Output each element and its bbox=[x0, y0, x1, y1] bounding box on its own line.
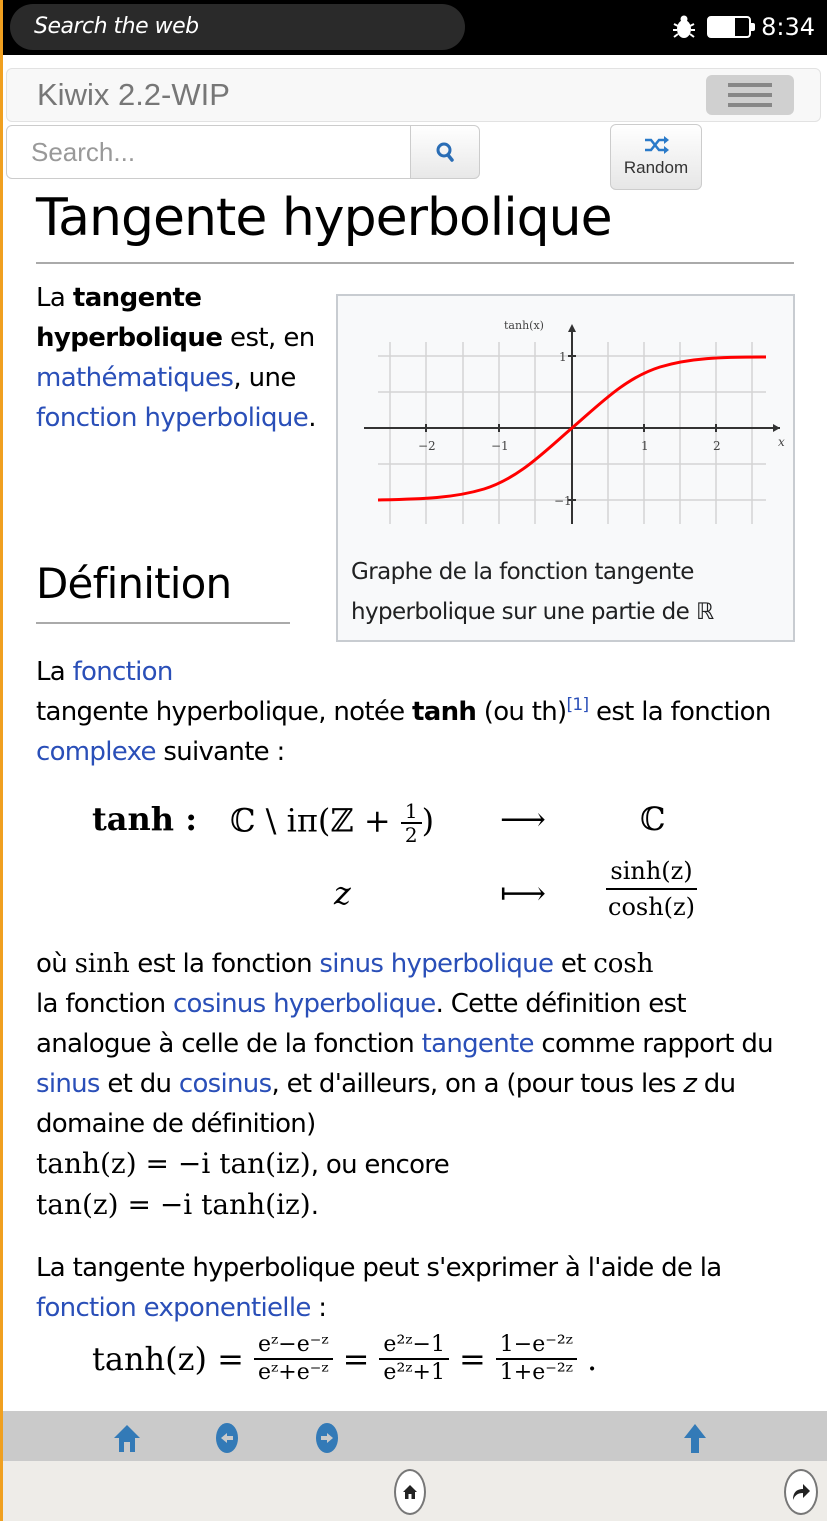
numerator: 1 bbox=[401, 800, 422, 824]
text: suivante : bbox=[155, 737, 285, 767]
x-axis-label: x bbox=[778, 435, 785, 449]
hamburger-line bbox=[728, 93, 772, 97]
app-title[interactable]: Kiwix 2.2-WIP bbox=[37, 77, 230, 112]
analogy-paragraph bbox=[36, 944, 796, 1226]
shuffle-icon bbox=[643, 136, 669, 154]
caption-line: Graphe de la fonction tangente bbox=[351, 559, 694, 585]
intro-paragraph bbox=[36, 278, 316, 438]
text: et du bbox=[99, 1069, 179, 1099]
math-inline: cosh bbox=[593, 949, 654, 979]
text: La bbox=[36, 283, 73, 313]
text: est la fonction bbox=[588, 697, 771, 727]
math-definition bbox=[92, 794, 752, 924]
search-group bbox=[6, 125, 480, 179]
clock: 8:34 bbox=[761, 13, 815, 41]
fraction bbox=[604, 854, 699, 924]
link-fonction[interactable]: fonction bbox=[72, 657, 173, 687]
system-home-icon bbox=[402, 1484, 418, 1500]
link-fonction-exponentielle[interactable]: fonction exponentielle bbox=[36, 1293, 311, 1323]
y-tick-label: −1 bbox=[554, 494, 572, 508]
reference-link[interactable]: [1] bbox=[566, 695, 589, 715]
hamburger-menu-button[interactable] bbox=[706, 75, 794, 115]
bug-icon bbox=[671, 14, 697, 40]
web-search-bar[interactable]: Search the web bbox=[10, 4, 465, 50]
system-bar bbox=[0, 1461, 827, 1521]
denominator: 1+e⁻²ᶻ bbox=[499, 1360, 573, 1385]
app-navbar bbox=[6, 68, 821, 122]
definition-paragraph bbox=[36, 652, 796, 772]
text: . bbox=[308, 403, 316, 433]
text: où bbox=[36, 949, 75, 979]
window-edge bbox=[0, 0, 3, 1521]
math-text: tanh(z) = bbox=[92, 1340, 244, 1378]
link-fonction-hyperbolique[interactable]: fonction hyperbolique bbox=[36, 403, 309, 433]
denominator: e²ᶻ+1 bbox=[383, 1360, 445, 1385]
random-button[interactable] bbox=[610, 124, 702, 190]
status-bar bbox=[0, 0, 827, 55]
math-inline: z bbox=[683, 1069, 697, 1099]
link-sinus[interactable]: sinus bbox=[36, 1069, 100, 1099]
search-icon bbox=[435, 141, 455, 163]
text: La bbox=[36, 657, 73, 687]
text: La tangente hyperbolique peut s'exprimer à l'aide de la bbox=[36, 1253, 722, 1283]
math-text: = bbox=[458, 1340, 486, 1378]
share-button[interactable] bbox=[784, 1469, 818, 1515]
text: , et d'ailleurs, on a (pour tous les bbox=[271, 1069, 684, 1099]
forward-icon[interactable] bbox=[312, 1423, 342, 1453]
link-sinus-hyperbolique[interactable]: sinus hyperbolique bbox=[319, 949, 554, 979]
denominator: eᶻ+e⁻ᶻ bbox=[257, 1360, 329, 1385]
fraction bbox=[379, 1332, 449, 1386]
search-input[interactable] bbox=[6, 125, 411, 179]
y-axis-label: tanh(x) bbox=[504, 319, 544, 332]
share-icon bbox=[791, 1483, 811, 1501]
scroll-top-icon[interactable] bbox=[680, 1423, 710, 1453]
text: (ou th) bbox=[476, 697, 567, 727]
status-indicators bbox=[671, 10, 815, 44]
link-tangente[interactable]: tangente bbox=[421, 1029, 534, 1059]
article bbox=[36, 182, 796, 1385]
battery-icon bbox=[707, 16, 751, 38]
back-icon[interactable] bbox=[212, 1423, 242, 1453]
math-arrow: ⟶ bbox=[500, 800, 546, 838]
random-label: Random bbox=[623, 158, 689, 177]
math-text: . bbox=[586, 1340, 598, 1378]
graph-figure bbox=[336, 294, 795, 642]
hamburger-line bbox=[728, 103, 772, 107]
x-tick-label: −2 bbox=[418, 439, 436, 453]
math-domain bbox=[230, 800, 434, 846]
numerator: e²ᶻ−1 bbox=[379, 1332, 449, 1360]
hamburger-menu-icon bbox=[728, 83, 772, 87]
math-var: z bbox=[334, 874, 351, 912]
home-icon[interactable] bbox=[112, 1423, 142, 1453]
y-tick-label: 1 bbox=[559, 350, 567, 364]
math-codomain: ℂ bbox=[640, 800, 666, 838]
math-inline: tan(z) = −i tanh(iz) bbox=[36, 1188, 311, 1221]
link-cosinus-hyperbolique[interactable]: cosinus hyperbolique bbox=[172, 989, 436, 1019]
link-cosinus[interactable]: cosinus bbox=[178, 1069, 272, 1099]
system-home-button[interactable] bbox=[394, 1469, 426, 1515]
text: . bbox=[310, 1191, 319, 1221]
text: , ou encore bbox=[310, 1150, 450, 1180]
math-exponential bbox=[92, 1332, 597, 1386]
link-complexe[interactable]: complexe bbox=[36, 737, 156, 767]
text: , une bbox=[233, 363, 296, 393]
text: . Cette définition est analogue à celle de la fonction bbox=[36, 989, 686, 1059]
text: : bbox=[310, 1293, 327, 1323]
math-fn: tanh : bbox=[92, 800, 197, 838]
caption-line: hyperbolique sur une partie de ℝ bbox=[351, 599, 714, 625]
bold-term: tanh bbox=[412, 697, 477, 727]
text: tangente hyperbolique, notée bbox=[36, 697, 412, 727]
text: la fonction bbox=[36, 989, 173, 1019]
numerator: 1−e⁻²ᶻ bbox=[496, 1332, 577, 1360]
tanh-graph[interactable] bbox=[344, 302, 790, 542]
text: du domaine de définition) bbox=[36, 1069, 736, 1139]
fraction bbox=[401, 800, 422, 846]
math-text: = bbox=[342, 1340, 370, 1378]
denominator: cosh(z) bbox=[608, 893, 696, 921]
search-button[interactable] bbox=[410, 125, 480, 179]
bottom-toolbar bbox=[0, 1411, 827, 1461]
math-text: ℂ \ iπ(ℤ + bbox=[230, 801, 401, 840]
math-inline: tanh(z) = −i tan(iz) bbox=[36, 1147, 311, 1180]
math-text: ) bbox=[421, 801, 435, 840]
numerator: sinh(z) bbox=[606, 854, 696, 890]
exponential-paragraph bbox=[36, 1248, 796, 1328]
text: comme rapport du bbox=[533, 1029, 773, 1059]
page-title: Tangente hyperbolique bbox=[36, 184, 794, 264]
x-tick-label: −1 bbox=[491, 439, 509, 453]
x-tick-label: 2 bbox=[713, 439, 721, 453]
bold-term: tangente hyperbolique bbox=[36, 283, 223, 353]
math-inline: sinh bbox=[74, 949, 130, 979]
numerator: eᶻ−e⁻ᶻ bbox=[254, 1332, 333, 1360]
denominator: 2 bbox=[404, 823, 418, 847]
figure-caption bbox=[351, 552, 714, 632]
fraction bbox=[496, 1332, 577, 1386]
fraction bbox=[254, 1332, 333, 1386]
text: est, en bbox=[222, 323, 315, 353]
section-heading-definition: Définition bbox=[36, 554, 290, 624]
text: et bbox=[553, 949, 594, 979]
link-mathematiques[interactable]: mathématiques bbox=[36, 363, 234, 393]
text: est la fonction bbox=[129, 949, 320, 979]
math-mapsto: ⟼ bbox=[500, 874, 546, 912]
x-tick-label: 1 bbox=[641, 439, 649, 453]
